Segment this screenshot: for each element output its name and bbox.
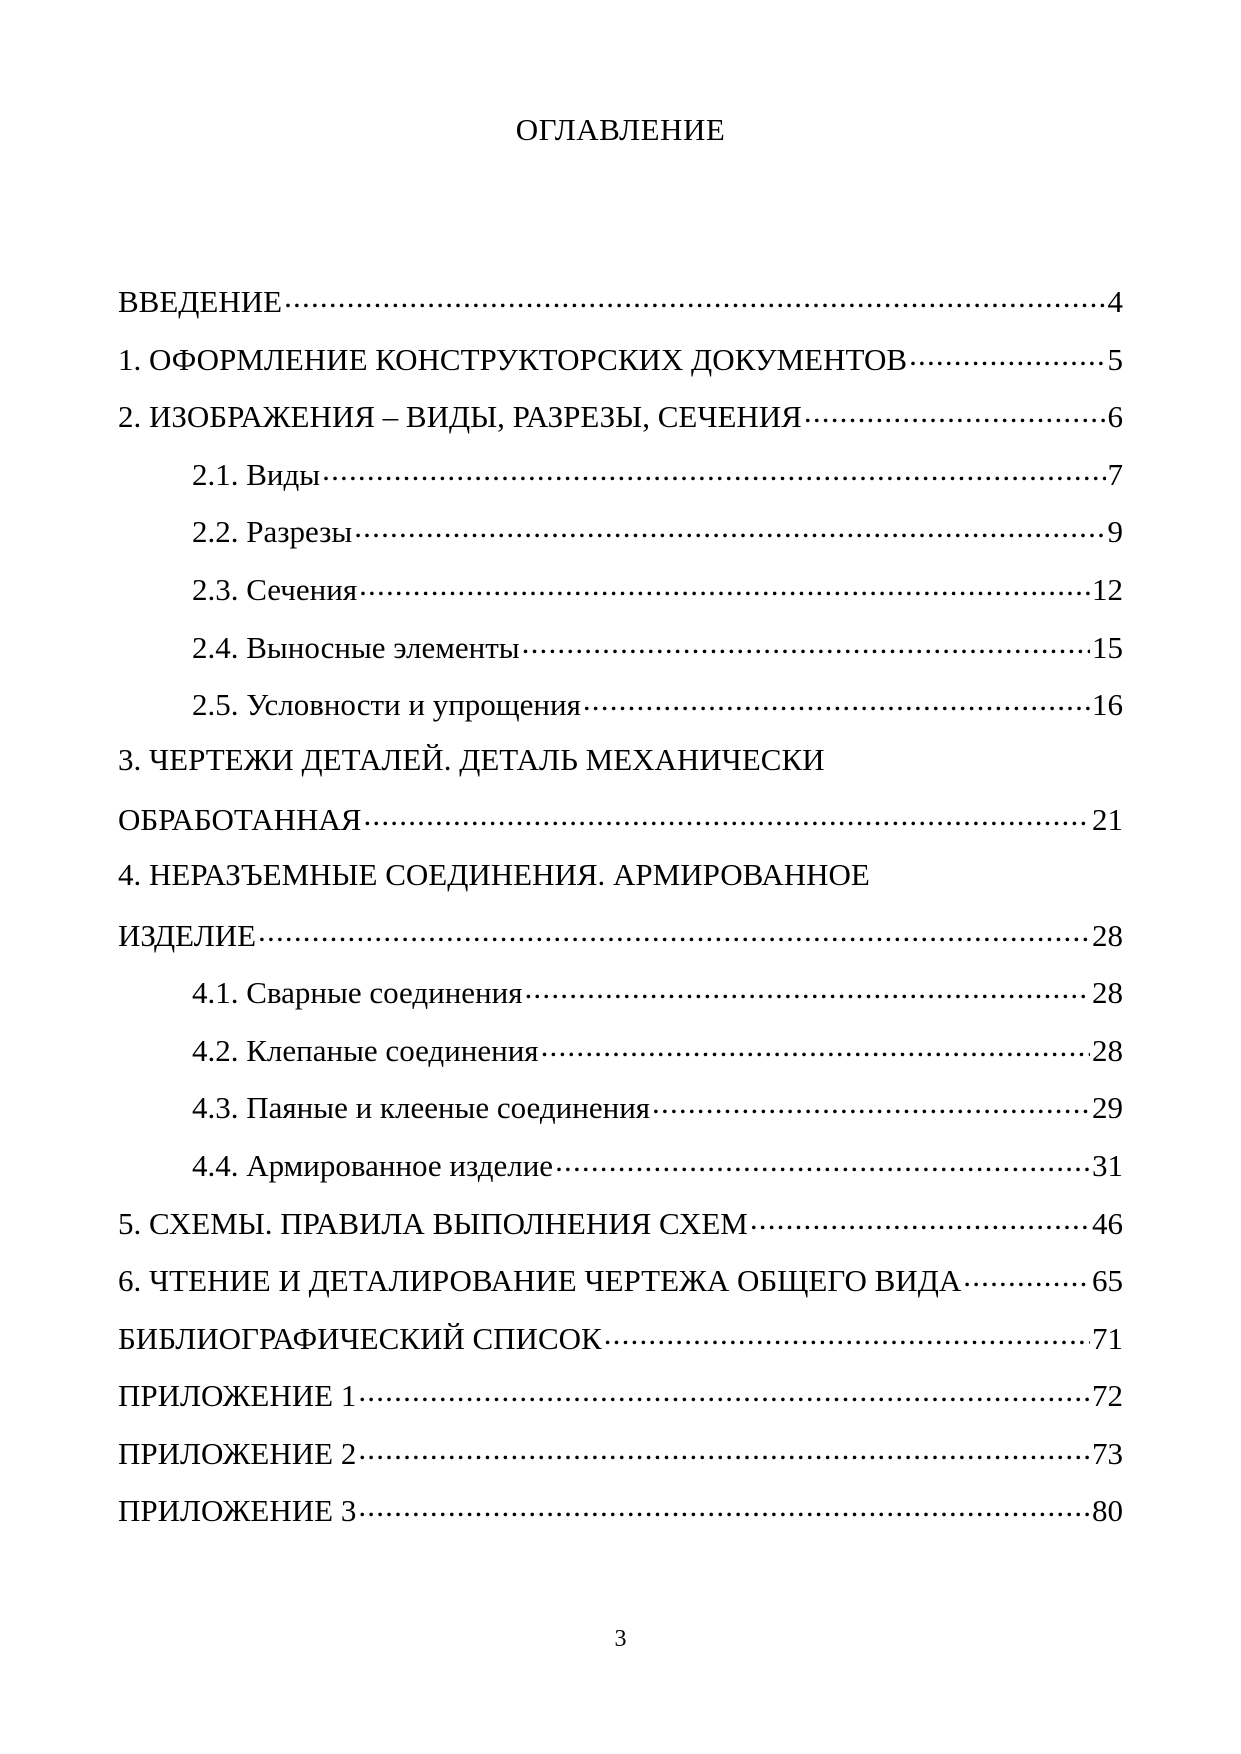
toc-entry[interactable]	[118, 1260, 1123, 1318]
toc-dot-leader	[522, 627, 1090, 658]
toc-entry-page: 9	[1107, 514, 1123, 550]
toc-entry[interactable]	[118, 799, 1123, 857]
toc-subentry[interactable]	[118, 1145, 1123, 1203]
toc-entry-page: 4	[1107, 284, 1123, 319]
toc-entry-page: 28	[1092, 975, 1123, 1011]
toc-entry-label: 2.1. Виды	[192, 456, 321, 492]
toc-dot-leader	[555, 1145, 1090, 1176]
toc-entry[interactable]	[118, 1433, 1123, 1491]
toc-entry-label: 2.3. Сечения	[192, 571, 358, 607]
toc-dot-leader	[541, 1030, 1090, 1061]
toc-entry-label: 3. ЧЕРТЕЖИ ДЕТАЛЕЙ. ДЕТАЛЬ МЕХАНИЧЕСКИ	[118, 741, 825, 777]
toc-entry[interactable]	[118, 396, 1123, 454]
toc-entry-label: 2. ИЗОБРАЖЕНИЯ – ВИДЫ, РАЗРЕЗЫ, СЕЧЕНИЯ	[118, 399, 802, 435]
toc-entry[interactable]	[118, 1490, 1123, 1548]
toc-dot-leader	[358, 1490, 1090, 1521]
toc-entry-label: 2.2. Разрезы	[192, 514, 353, 550]
toc-entry-page: 7	[1107, 456, 1123, 492]
toc-entry[interactable]	[118, 1318, 1123, 1376]
toc-dot-leader	[358, 1433, 1090, 1464]
toc-entry-label: 4.4. Армированное изделие	[192, 1147, 554, 1183]
toc-entry-page: 12	[1092, 571, 1123, 607]
page-number: 3	[614, 1626, 627, 1652]
toc-entry[interactable]	[118, 1375, 1123, 1433]
toc-entry-page: 46	[1092, 1205, 1123, 1241]
toc-entry-page: 6	[1107, 399, 1123, 435]
toc-entry-label: ПРИЛОЖЕНИЕ 2	[118, 1435, 357, 1471]
toc-dot-leader	[358, 1375, 1090, 1406]
page-title: ОГЛАВЛЕНИЕ	[515, 112, 726, 147]
toc-dot-leader	[652, 1087, 1090, 1118]
toc-entry-continued-heading[interactable]	[118, 857, 1123, 915]
toc-entry-label: 1. ОФОРМЛЕНИЕ КОНСТРУКТОРСКИХ ДОКУМЕНТОВ	[118, 341, 908, 377]
toc-entry-page: 28	[1092, 917, 1123, 953]
toc-entry-page: 65	[1092, 1263, 1123, 1299]
toc-entry-page: 15	[1092, 629, 1123, 665]
toc-entry[interactable]	[118, 1203, 1123, 1261]
toc-entry[interactable]	[118, 915, 1123, 973]
toc-entry-label: ИЗДЕЛИЕ	[118, 917, 257, 953]
toc-subentry[interactable]	[118, 454, 1123, 512]
toc-entry-page: 21	[1092, 802, 1123, 838]
toc-entry-page: 80	[1092, 1493, 1123, 1529]
toc-entry[interactable]	[118, 339, 1123, 397]
toc-entry-label: 6. ЧТЕНИЕ И ДЕТАЛИРОВАНИЕ ЧЕРТЕЖА ОБЩЕГО ВИДА	[118, 1263, 962, 1299]
toc-entry-label: 2.5. Условности и упрощения	[192, 687, 581, 723]
toc-entry-label: ОБРАБОТАННАЯ	[118, 802, 362, 838]
toc-entry-page: 5	[1107, 341, 1123, 377]
toc-entry-label: ВВЕДЕНИЕ	[118, 284, 283, 319]
toc-entry-page: 73	[1092, 1435, 1123, 1471]
toc-entry-label: 4.1. Сварные соединения	[192, 975, 523, 1011]
toc-entry-label: 2.4. Выносные элементы	[192, 629, 520, 665]
toc-entry-label: 4.2. Клепаные соединения	[192, 1032, 539, 1068]
toc-dot-leader	[963, 1260, 1090, 1291]
toc-subentry[interactable]	[118, 684, 1123, 742]
toc-subentry[interactable]	[118, 972, 1123, 1030]
toc-entry-label: 4.3. Паяные и клееные соединения	[192, 1090, 651, 1126]
toc-dot-leader	[258, 915, 1090, 946]
toc-entry-page: 16	[1092, 687, 1123, 723]
toc-entry-continued-heading[interactable]	[118, 742, 1123, 800]
toc-entry-label: ПРИЛОЖЕНИЕ 1	[118, 1378, 357, 1414]
toc-dot-leader	[583, 684, 1090, 715]
toc-subentry[interactable]	[118, 1030, 1123, 1088]
toc-dot-leader	[524, 972, 1090, 1003]
table-of-contents	[118, 281, 1123, 1548]
toc-dot-leader	[359, 569, 1090, 600]
toc-dot-leader	[909, 339, 1105, 370]
toc-entry-page: 28	[1092, 1032, 1123, 1068]
toc-dot-leader	[354, 511, 1105, 542]
toc-subentry[interactable]	[118, 569, 1123, 627]
toc-subentry[interactable]	[118, 627, 1123, 685]
toc-entry-label: БИБЛИОГРАФИЧЕСКИЙ СПИСОК	[118, 1320, 602, 1356]
toc-dot-leader	[363, 799, 1090, 830]
toc-entry-label: ПРИЛОЖЕНИЕ 3	[118, 1493, 357, 1529]
toc-entry-page: 71	[1092, 1320, 1123, 1356]
toc-subentry[interactable]	[118, 1087, 1123, 1145]
toc-entry-label: 5. СХЕМЫ. ПРАВИЛА ВЫПОЛНЕНИЯ СХЕМ	[118, 1205, 748, 1241]
toc-entry-page: 72	[1092, 1378, 1123, 1414]
toc-entry[interactable]	[118, 281, 1123, 339]
toc-entry-page: 31	[1092, 1147, 1123, 1183]
toc-dot-leader	[804, 396, 1106, 427]
toc-dot-leader	[322, 454, 1105, 485]
toc-dot-leader	[750, 1203, 1090, 1234]
toc-subentry[interactable]	[118, 511, 1123, 569]
toc-entry-page: 29	[1092, 1090, 1123, 1126]
toc-dot-leader	[604, 1318, 1090, 1349]
toc-entry-label: 4. НЕРАЗЪЕМНЫЕ СОЕДИНЕНИЯ. АРМИРОВАННОЕ	[118, 856, 870, 892]
toc-dot-leader	[284, 281, 1105, 312]
